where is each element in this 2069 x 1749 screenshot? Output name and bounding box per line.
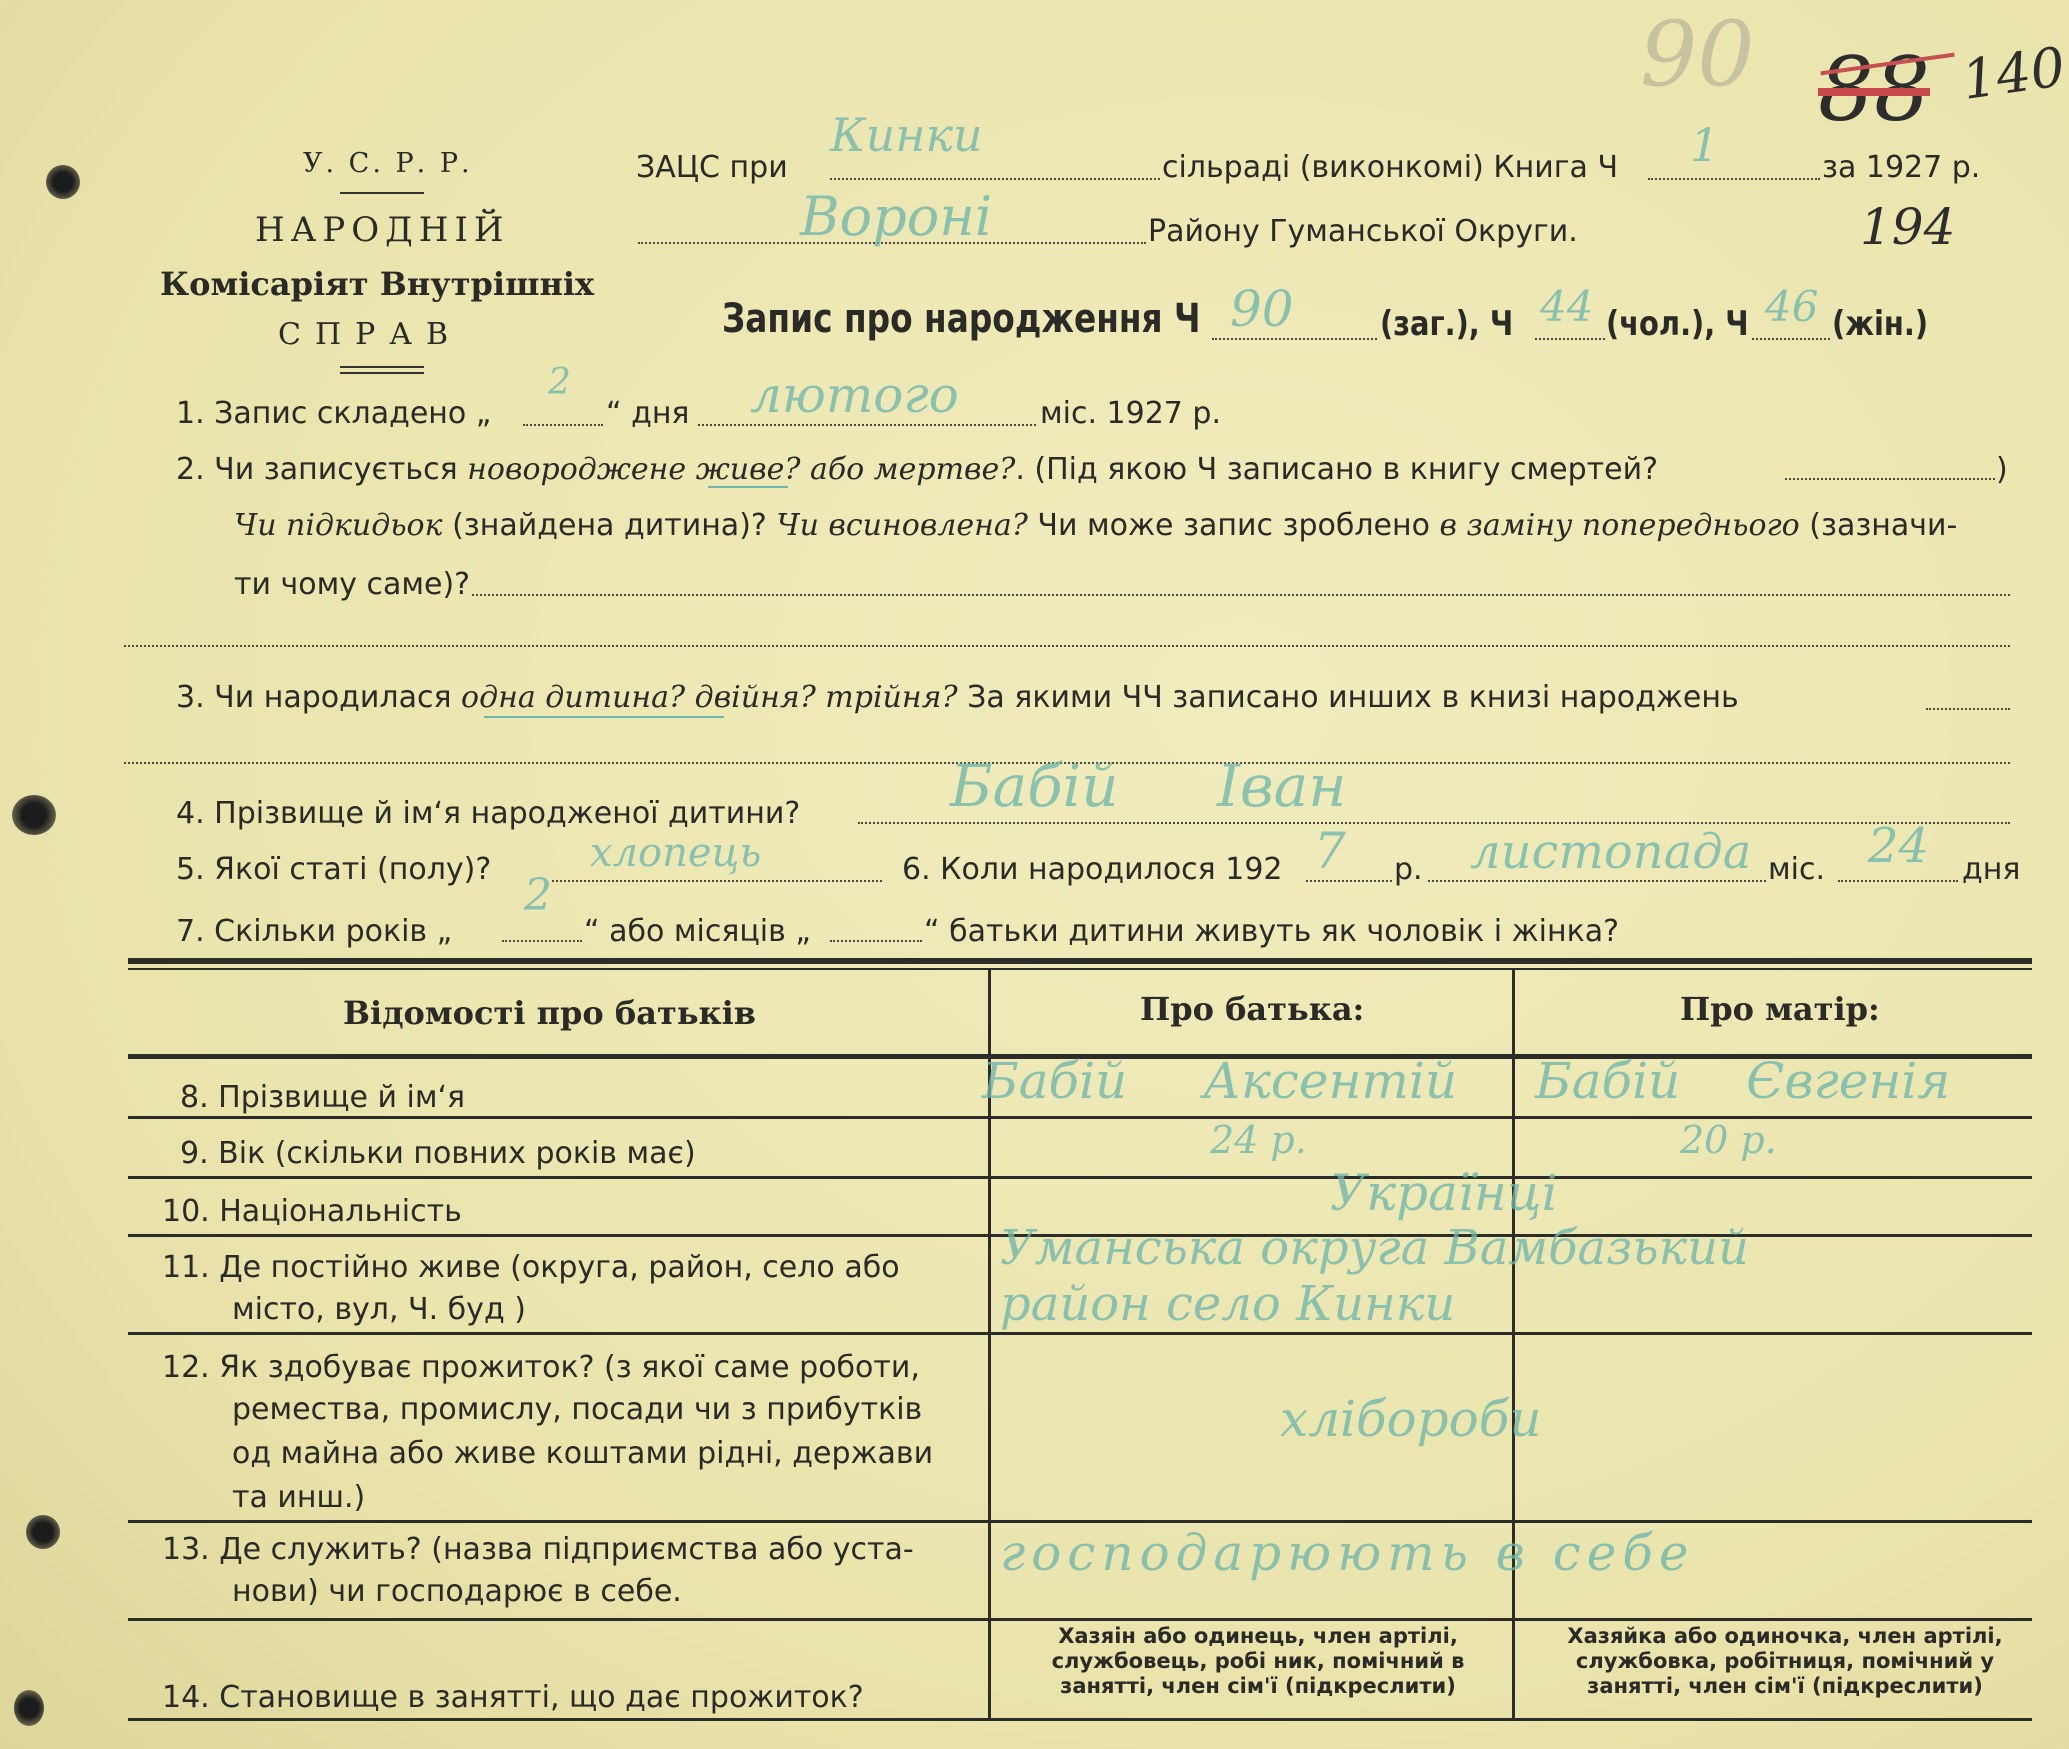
service-handwriting: господарюють в себе: [1000, 1524, 1695, 1582]
q6-day-field: [1838, 880, 1958, 882]
q1-month-label: міс. 1927 р.: [1040, 396, 1221, 431]
q1-month-handwriting: лютого: [750, 366, 959, 424]
q2-close: ): [1996, 452, 2008, 487]
table-header-col1: Відомості про батьків: [343, 994, 757, 1032]
q6-dnya-label: дня: [1962, 852, 2021, 887]
corner-crossed-number: 88: [1818, 38, 1930, 141]
row13-label-b: нови) чи господарює в себе.: [232, 1574, 682, 1609]
q7-rest-label: “ батьки дитини живуть як чоловік і жінка?: [924, 914, 1620, 949]
binder-hole: [12, 795, 56, 835]
binder-hole: [46, 165, 80, 199]
village-field: [830, 178, 1160, 180]
row-border: [128, 1176, 2032, 1179]
narodniy-label: НАРОДНІЙ: [255, 210, 510, 250]
q3-underline-handwriting: [484, 716, 724, 718]
q1-day-handwriting: 2: [548, 362, 571, 403]
female-number-handwriting: 46: [1765, 282, 1819, 331]
sprav-label: СПРАВ: [278, 317, 463, 352]
header-divider: [340, 366, 424, 368]
row10-label: 10. Національність: [162, 1194, 462, 1229]
father-name-handwriting: Бабій Аксентій: [982, 1052, 1458, 1110]
row11-label-b: місто, вул, Ч. буд ): [232, 1292, 526, 1327]
row13-label-a: 13. Де служить? (назва підприємства або уста-: [162, 1532, 914, 1567]
row9-label: 9. Вік (скільки повних років має): [180, 1136, 696, 1171]
residence-handwriting-1: Уманська округа Вамбазький: [1000, 1220, 1749, 1276]
q2-underline-handwriting: [708, 486, 788, 488]
q6-month-field: [1428, 880, 1766, 882]
book-field: [1648, 178, 1820, 180]
table-top-border: [128, 958, 2032, 964]
q7-months-field: [830, 940, 922, 942]
mother-position-note: Хазяйка або одиночка, член артілі, службовка, робітниця, помічний у занятті, член сім'ї (підкреслити): [1567, 1624, 2003, 1698]
q3-label: [176, 680, 1739, 715]
row12-label-d: та инш.): [232, 1480, 366, 1515]
record-title: Запис про народження Ч: [722, 296, 1201, 342]
q3-text-c: За якими ЧЧ записано инших в книзі народжень: [967, 680, 1739, 715]
q2-line2-a: Чи підкидьок: [234, 508, 443, 543]
q6-month-handwriting: листопада: [1470, 824, 1752, 880]
livelihood-handwriting: хлібороби: [1280, 1390, 1542, 1448]
q7-years-field: [502, 940, 582, 942]
q6-year-digit: 7: [1314, 822, 1346, 880]
q2-line2-d: Чи може запис зроблено: [1037, 508, 1430, 543]
q1-day-field: [523, 424, 603, 426]
table-col-divider: [1512, 968, 1515, 1718]
usrr-label: У. С. Р. Р.: [303, 148, 473, 179]
row14-label: 14. Становище в занятті, що дає прожиток?: [162, 1680, 864, 1715]
q2-extra-field: [124, 645, 2010, 647]
corner-194: 194: [1860, 198, 1956, 256]
q5-label: 5. Якої статі (полу)?: [176, 852, 492, 887]
q4-handwriting: Бабій Іван: [950, 752, 1347, 820]
year-label: за 1927 р.: [1822, 150, 1981, 185]
q6-r-label: р.: [1394, 852, 1423, 887]
q2-line2-c: Чи всиновлена?: [776, 508, 1028, 543]
q2-text-c: . (Під якою Ч записано в книгу смертей?: [1015, 452, 1659, 487]
male-number-field: [1535, 338, 1605, 340]
q3-field: [1926, 708, 2010, 710]
table-header-col2: Про батька:: [1140, 990, 1365, 1028]
q7-label: 7. Скільки років „: [176, 914, 453, 949]
q1-label: 1. Запис складено „: [176, 396, 492, 431]
row12-label-a: 12. Як здобуває прожиток? (з якої саме роботи,: [162, 1350, 920, 1385]
q1-month-field: [698, 424, 1036, 426]
residence-handwriting-2: район село Кинки: [1000, 1276, 1456, 1332]
komisariat-label: Комісаріят Внутрішніх: [160, 265, 595, 303]
binder-hole: [14, 1690, 44, 1726]
table-top-border-thin: [128, 968, 2032, 970]
q3-text-a: 3. Чи народилася: [176, 680, 452, 715]
row12-label-c: од майна або живе коштами рідні, держави: [232, 1436, 934, 1471]
q2-line2-b: (знайдена дитина)?: [452, 508, 767, 543]
corner-140: 140: [1958, 35, 2069, 112]
q2-line2: [234, 508, 1957, 543]
village-handwriting: Кинки: [830, 108, 983, 162]
row-border: [128, 1520, 2032, 1523]
book-handwriting: 1: [1690, 118, 1720, 172]
q2-line2-f: (зазначи-: [1809, 508, 1958, 543]
header-divider: [340, 372, 424, 374]
q4-label: 4. Прізвище й ім‘я народженої дитини?: [176, 796, 801, 831]
mother-name-handwriting: Бабій Євгенія: [1535, 1052, 1951, 1110]
q2-death-book-field: [1785, 478, 1995, 480]
row12-label-b: ремества, промислу, посади чи з прибутків: [232, 1392, 923, 1427]
q6-label: 6. Коли народилося 192: [902, 852, 1283, 887]
male-number-handwriting: 44: [1540, 282, 1594, 331]
q2-text-a: 2. Чи записується: [176, 452, 458, 487]
record-number-handwriting: 90: [1230, 280, 1294, 338]
zatss-label: ЗАЦС при: [636, 150, 788, 185]
row-border: [128, 1618, 2032, 1621]
q5-field: [552, 880, 882, 882]
q7-months-label: “ або місяців „: [584, 914, 811, 949]
father-age-handwriting: 24 р.: [1210, 1118, 1307, 1162]
binder-hole: [26, 1515, 60, 1549]
q2-text-b: новороджене живе? або мертве?: [467, 452, 1016, 487]
q3-text-b: одна дитина? двійня? трійня?: [461, 680, 958, 715]
q2-label: [176, 452, 1658, 487]
q7-years-handwriting: 2: [524, 870, 552, 921]
header-divider: [340, 192, 424, 194]
table-bottom-border: [128, 1718, 2032, 1721]
record-number-field: [1212, 338, 1377, 340]
q1-day-label: “ дня: [606, 396, 690, 431]
row8-label: 8. Прізвище й ім‘я: [180, 1080, 466, 1115]
silradi-label: сільраді (виконкомі) Книга Ч: [1162, 150, 1619, 185]
zag-label: (заг.), Ч: [1380, 304, 1514, 344]
q5-handwriting: хлопець: [590, 830, 762, 876]
rayon-handwriting: Вороні: [800, 185, 993, 248]
corner-gray-number: 90: [1640, 2, 1755, 107]
zhin-label: (жін.): [1832, 304, 1929, 344]
row-border: [128, 1332, 2032, 1335]
table-header-col3: Про матір:: [1680, 990, 1880, 1028]
q6-mis-label: міс.: [1768, 852, 1825, 887]
q6-day-handwriting: 24: [1868, 818, 1930, 874]
row11-label-a: 11. Де постійно живе (округа, район, село або: [162, 1250, 900, 1285]
father-position-note: Хазяін або одинець, член артілі, службовець, робі ник, помічний в занятті, член сім'ї (підкреслити): [1051, 1624, 1465, 1698]
mother-age-handwriting: 20 р.: [1680, 1118, 1777, 1162]
rayonu-label: Району Гуманської Округи.: [1148, 214, 1578, 249]
q2-line3: ти чому саме)?: [234, 567, 471, 602]
q6-year-field: [1306, 880, 1392, 882]
chol-label: (чол.), Ч: [1606, 304, 1749, 344]
female-number-field: [1752, 338, 1830, 340]
q4-field: [858, 822, 2010, 824]
q2-line3-field: [472, 594, 2010, 596]
nationality-handwriting: Українці: [1330, 1164, 1558, 1222]
q2-line2-e: в заміну попереднього: [1439, 508, 1800, 543]
